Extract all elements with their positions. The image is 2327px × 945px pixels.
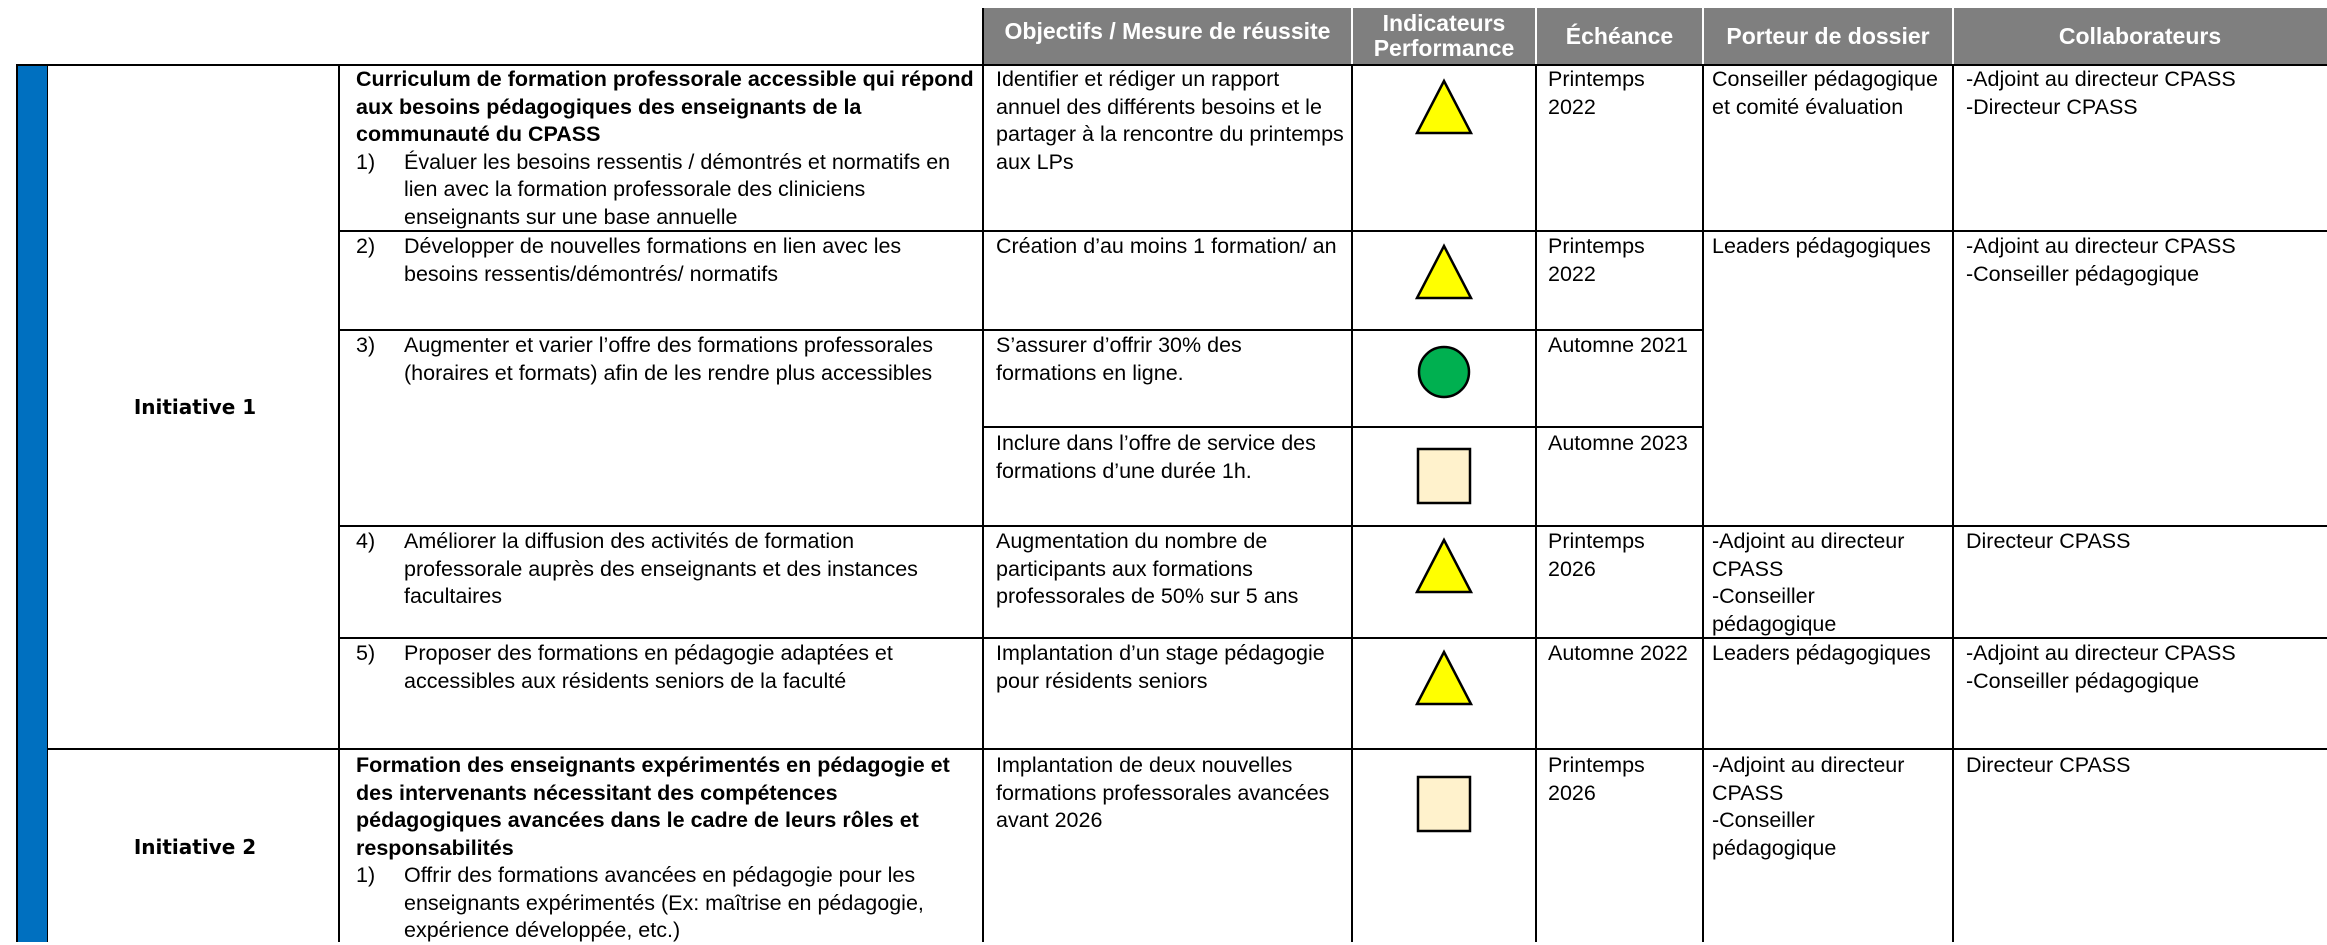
initiative-1-title: Curriculum de formation professorale accessible qui répond aux besoins pédagogiques des enseignants de la communauté du CPASS (356, 67, 974, 146)
row-4-objective: 4) Améliorer la diffusion des activités de formation professorale auprès des enseignants et des instances facultaires (356, 529, 918, 608)
row-3-objective: 3) Augmenter et varier l’offre des formations professorales (horaires et formats) afin de les rendre plus accessibles (356, 333, 933, 385)
beige-square-icon (1416, 775, 1472, 833)
row-2-collaborateurs: -Adjoint au directeur CPASS -Conseiller pédagogique (1966, 234, 2236, 286)
yellow-triangle-icon (1414, 243, 1474, 301)
header-objectifs: Objectifs / Mesure de réussite (983, 8, 1352, 64)
beige-square-icon (1416, 447, 1472, 505)
row-6-porteur: -Adjoint au directeur CPASS -Conseiller pédagogique (1712, 753, 1905, 860)
row-4-collaborateurs: Directeur CPASS (1966, 529, 2131, 553)
initiative-2-title: Formation des enseignants expérimentés en pédagogie et des intervenants nécessitant des compétences pédagogiques avancées dans le cadre de leurs rôles et responsabilités (356, 753, 950, 860)
row-6-objective: Formation des enseignants expérimentés en pédagogie et des intervenants nécessitant des compétences pédagogiques avancées dans le cadre de leurs rôles et responsabilités 1) Offrir des formations avancées en pédagogie pour les enseignants expérimentés (Ex: maîtrise en pédagogie, expérience développée, etc.) (356, 752, 976, 945)
initiative-2-label: Initiative 2 (133, 835, 257, 859)
green-circle-icon (1416, 344, 1472, 400)
row-1-objective (356, 66, 976, 231)
row-3b-echeance: Automne 2023 (1548, 431, 1688, 455)
row-1-porteur: Conseiller pédagogique et comité évaluation (1712, 67, 1938, 119)
row-5-echeance: Automne 2022 (1548, 641, 1688, 665)
row-1-echeance: Printemps 2022 (1548, 67, 1645, 119)
row-3b-mesure: Inclure dans l’offre de service des formations d’une durée 1h. (996, 431, 1316, 483)
row-1-collaborateurs: -Adjoint au directeur CPASS -Directeur CPASS (1966, 67, 2236, 119)
row-4-porteur: -Adjoint au directeur CPASS -Conseiller pédagogique (1712, 529, 1905, 636)
item-number: 1) (356, 149, 376, 174)
yellow-triangle-icon (1414, 537, 1474, 595)
row-2-mesure: Création d’au moins 1 formation/ an (996, 234, 1337, 258)
row-2-objective: 2) Développer de nouvelles formations en lien avec les besoins ressentis/démontrés/ normatifs (356, 234, 902, 286)
row-1-mesure: Identifier et rédiger un rapport annuel des différents besoins et le partager à la rencontre du printemps aux LPs (996, 67, 1344, 174)
yellow-triangle-icon (1414, 649, 1474, 707)
row-6-mesure: Implantation de deux nouvelles formations professorales avancées avant 2026 (996, 753, 1330, 832)
item-text: Évaluer les besoins ressentis / démontrés et normatifs en lien avec la formation professorale des cliniciens enseignants sur une base annuelle (404, 149, 951, 229)
yellow-triangle-icon (1414, 78, 1474, 136)
header-porteur: Porteur de dossier (1703, 8, 1953, 64)
row-5-objective: 5) Proposer des formations en pédagogie adaptées et accessibles aux résidents seniors de la faculté (356, 641, 893, 693)
row-4-echeance: Printemps 2026 (1548, 529, 1645, 581)
initiative-1-label: Initiative 1 (133, 395, 257, 419)
row-3-mesure: S’assurer d’offrir 30% des formations en ligne. (996, 333, 1242, 385)
initiatives-side-bar (17, 64, 48, 942)
row-3-echeance: Automne 2021 (1548, 333, 1688, 357)
row-2-porteur: Leaders pédagogiques (1712, 234, 1931, 258)
header-collaborateurs: Collaborateurs (1953, 8, 2327, 64)
row-5-mesure: Implantation d’un stage pédagogie pour résidents seniors (996, 641, 1325, 693)
row-5-porteur: Leaders pédagogiques (1712, 641, 1931, 665)
row-4-mesure: Augmentation du nombre de participants aux formations professorales de 50% sur 5 ans (996, 529, 1299, 608)
header-echeance: Échéance (1536, 8, 1703, 64)
header-indicateurs: Indicateurs Performance (1352, 8, 1536, 64)
row-5-collaborateurs: -Adjoint au directeur CPASS -Conseiller pédagogique (1966, 641, 2236, 693)
row-2-echeance: Printemps 2022 (1548, 234, 1645, 286)
row-6-echeance: Printemps 2026 (1548, 753, 1645, 805)
row-6-collaborateurs: Directeur CPASS (1966, 753, 2131, 777)
